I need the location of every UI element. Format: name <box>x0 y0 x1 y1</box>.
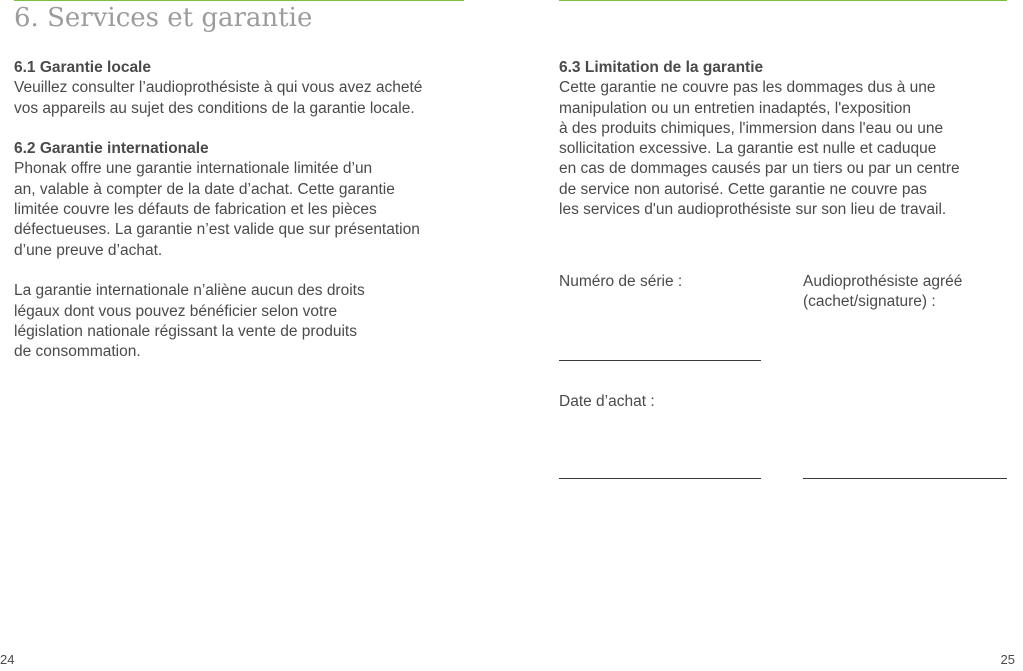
serial-number-field[interactable] <box>559 360 761 361</box>
paragraph-line: d’une preuve d’achat. <box>14 241 163 259</box>
paragraph-line: sollicitation excessive. La garantie est nulle et caduque <box>559 140 937 158</box>
purchase-date-label: Date d’achat : <box>559 393 655 410</box>
paragraph-line: de consommation. <box>14 343 141 361</box>
right-page <box>511 0 1023 671</box>
dealer-signature-field[interactable] <box>803 478 1007 479</box>
page-number-right: 25 <box>1000 652 1015 667</box>
section-local-warranty <box>14 58 469 119</box>
paragraph-line: législation nationale régissant la vente de produits <box>14 322 357 340</box>
warranty-form <box>559 272 1011 492</box>
paragraph-line: Phonak offre une garantie internationale limitée d’un <box>14 160 373 178</box>
section-legal-rights <box>14 281 469 362</box>
paragraph-line: les services d'un audioprothésiste sur son lieu de travail. <box>559 201 947 219</box>
section-heading: 6.3 Limitation de la garantie <box>559 59 764 76</box>
paragraph-line: Cette garantie ne couvre pas les dommages dus à une <box>559 79 936 97</box>
paragraph-line: vos appareils au sujet des conditions de la garantie locale. <box>14 99 415 117</box>
top-accent-rule <box>559 0 1007 1</box>
section-heading: 6.1 Garantie locale <box>14 59 151 76</box>
dealer-label: Audioprothésiste agréé <box>803 273 963 290</box>
paragraph-line: Veuillez consulter l’audioprothésiste à qui vous avez acheté <box>14 79 423 97</box>
serial-number-label: Numéro de série : <box>559 273 683 290</box>
purchase-date-field[interactable] <box>559 478 761 479</box>
right-column-text <box>559 58 1011 241</box>
left-column-text <box>14 58 469 383</box>
paragraph-line: limitée couvre les défauts de fabrication et les pièces <box>14 201 377 219</box>
section-heading: 6.2 Garantie internationale <box>14 140 209 158</box>
top-accent-rule <box>14 0 464 1</box>
paragraph-line: manipulation ou un entretien inadaptés, l'exposition <box>559 99 911 117</box>
page-number-left: 24 <box>0 652 15 667</box>
paragraph-line: légaux dont vous pouvez bénéficier selon votre <box>14 302 338 320</box>
paragraph-line: an, valable à compter de la date d’achat. Cette garantie <box>14 180 395 198</box>
left-page <box>0 0 511 671</box>
paragraph-line: à des produits chimiques, l'immersion dans l'eau ou une <box>559 119 944 137</box>
paragraph-line: défectueuses. La garantie n’est valide que sur présentation <box>14 221 420 239</box>
paragraph-line: de service non autorisé. Cette garantie ne couvre pas <box>559 180 927 198</box>
section-warranty-limitation <box>559 58 1011 220</box>
chapter-title: 6. Services et garantie <box>14 3 313 33</box>
paragraph-line: La garantie internationale n’aliène aucun des droits <box>14 282 365 300</box>
paragraph-line: en cas de dommages causés par un tiers ou par un centre <box>559 160 960 178</box>
dealer-stamp-label: (cachet/signature) : <box>803 293 936 311</box>
section-international-warranty <box>14 139 469 261</box>
